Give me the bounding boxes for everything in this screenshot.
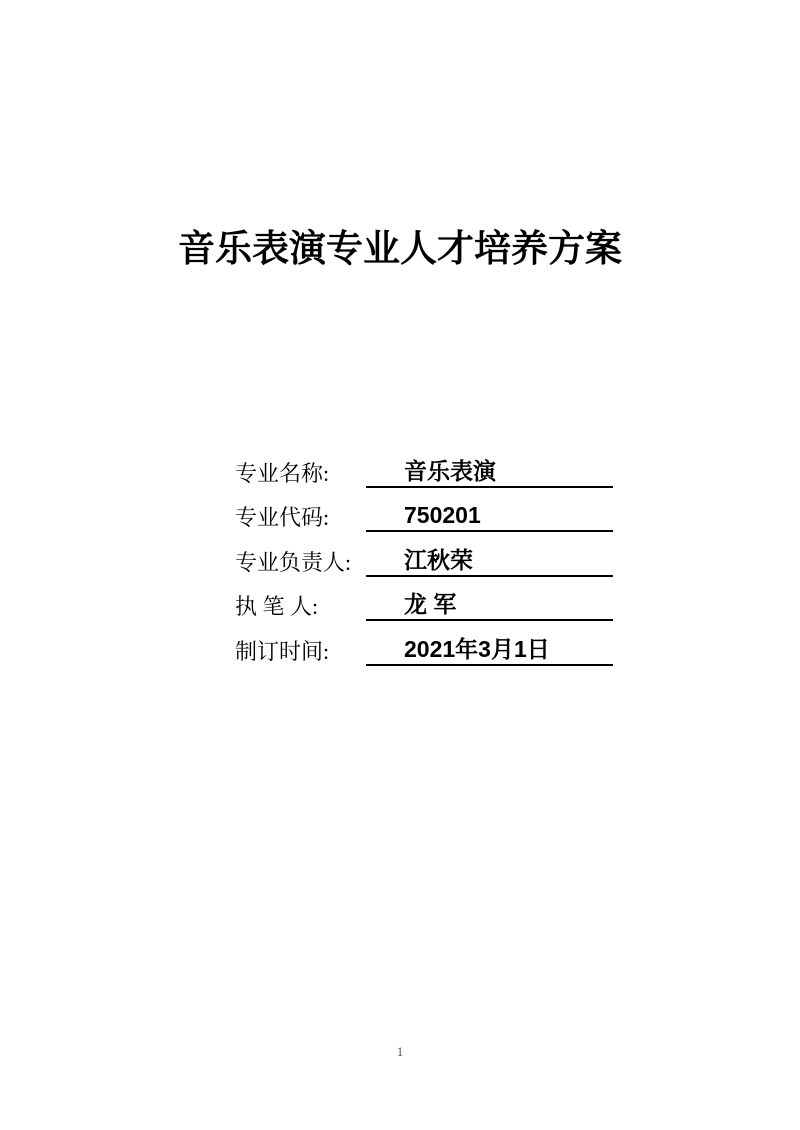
major-leader-label: 专业负责人: <box>235 549 352 575</box>
field-row-major-leader <box>235 532 615 577</box>
page-footer <box>0 1043 800 1061</box>
major-name-value: 音乐表演 <box>404 457 496 484</box>
major-leader-value: 江秋荣 <box>404 546 473 573</box>
major-name-underline <box>366 457 613 488</box>
cover-fields <box>235 443 615 666</box>
major-code-label: 专业代码: <box>235 505 330 530</box>
field-row-date <box>235 621 615 666</box>
writer-underline <box>366 590 613 621</box>
field-row-major-code <box>235 488 615 533</box>
major-name-label: 专业名称: <box>235 460 330 486</box>
date-label: 制订时间: <box>235 638 330 664</box>
document-title: 音乐表演专业人才培养方案 <box>178 228 622 269</box>
major-leader-underline <box>366 546 613 577</box>
major-code-underline <box>366 501 613 532</box>
writer-label: 执 笔 人: <box>235 594 319 619</box>
date-underline <box>366 635 613 666</box>
date-value: 2021年3月1日 <box>404 635 550 662</box>
writer-value: 龙 军 <box>404 591 457 617</box>
field-row-writer <box>235 577 615 622</box>
field-row-major-name <box>235 443 615 488</box>
major-code-value: 750201 <box>404 502 481 528</box>
page-number: 1 <box>396 1044 404 1059</box>
